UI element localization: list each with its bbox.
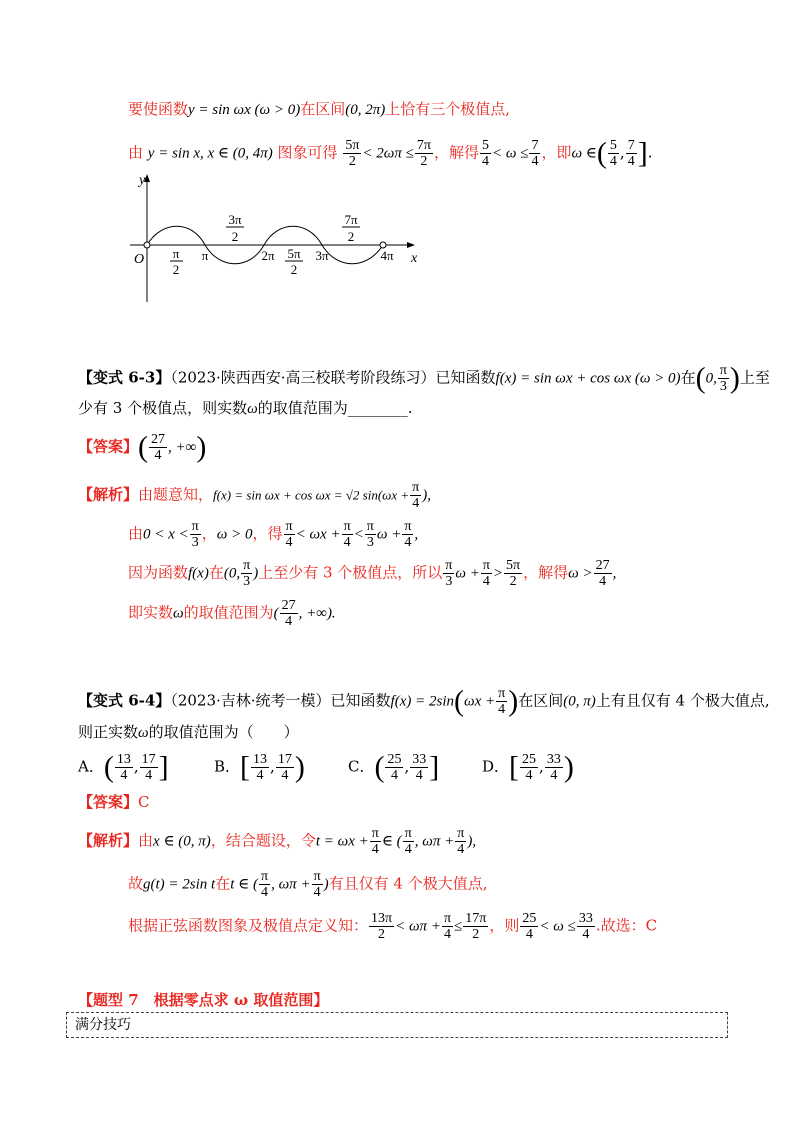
text: 上恰有三个极值点, xyxy=(385,100,511,118)
num: π xyxy=(313,869,321,884)
v63-question-line-2 xyxy=(78,398,412,419)
math: ω xyxy=(173,605,184,622)
num: 17π xyxy=(465,911,487,926)
den: 4 xyxy=(457,842,465,857)
text: ，解得 xyxy=(433,143,479,162)
v63-analysis-line-4 xyxy=(128,598,336,629)
fraction xyxy=(529,138,540,169)
math: y = sin x, x ∈ (0, 4π) xyxy=(147,145,273,162)
bracket: [ xyxy=(509,750,520,784)
num: 5π xyxy=(345,138,360,153)
text: 在区间 xyxy=(300,100,346,118)
text: 上至少有 3 个极值点，所以 xyxy=(258,563,443,582)
bracket: ] xyxy=(429,750,440,784)
v64-answer xyxy=(78,792,150,812)
math: ω xyxy=(138,725,149,741)
num: π xyxy=(404,519,412,534)
den: 4 xyxy=(498,702,506,717)
text: .故选：C xyxy=(595,916,658,935)
text: 上有且仅有 4 个极大值点, xyxy=(595,691,770,710)
text: 故 xyxy=(128,874,144,893)
math: < 2ωπ ≤ xyxy=(362,145,414,162)
num: π xyxy=(457,826,465,841)
v63-analysis-line-2 xyxy=(128,519,418,550)
text: ，得 xyxy=(252,524,283,543)
math: f(x) = sin ωx + cos ωx (ω > 0) xyxy=(495,370,681,387)
den: 4 xyxy=(390,768,398,783)
tick-label: π xyxy=(172,246,180,261)
num: 17 xyxy=(141,752,156,767)
math: f(x) = 2sin xyxy=(390,693,454,710)
tick-label: 3π xyxy=(228,212,242,227)
tip-box-label: 满分技巧 xyxy=(75,1017,131,1033)
num: 17 xyxy=(277,752,292,767)
math: > xyxy=(492,565,504,582)
math: , xyxy=(612,565,617,582)
den: 2 xyxy=(420,154,428,169)
math: ( xyxy=(273,605,279,622)
bracket: ) xyxy=(294,750,305,784)
tick-label: 7π xyxy=(344,212,358,227)
den: 4 xyxy=(256,768,264,783)
num: 25 xyxy=(387,752,402,767)
math: ω ∈ xyxy=(571,145,597,162)
option-d[interactable]: D．[ $\frac{25}{4}$ , $\frac{33}{4}$ ) xyxy=(482,750,574,784)
num: 5 xyxy=(609,138,617,153)
den: 4 xyxy=(482,574,490,589)
math: 0, xyxy=(705,370,717,387)
math: ω + xyxy=(376,526,402,543)
den: 2 xyxy=(348,154,356,169)
x-axis-arrow xyxy=(407,242,415,248)
math: , ωπ + xyxy=(271,876,311,893)
math: f(x) xyxy=(188,565,209,582)
text: 则正实数 xyxy=(78,723,139,741)
y-label: y xyxy=(139,173,146,188)
text: 由 xyxy=(128,143,144,162)
variant-tag: 【变式 6-3】 xyxy=(78,368,171,387)
den: 2 xyxy=(378,927,386,942)
den: 4 xyxy=(154,448,162,463)
text: ， xyxy=(201,524,217,543)
bracket: ( xyxy=(103,750,114,784)
den: 4 xyxy=(285,535,293,550)
math: f(x) = sin ωx + cos ωx = √2 sin(ωx + xyxy=(213,487,410,503)
option-b[interactable]: B．[ $\frac{13}{4}$ , $\frac{17}{4}$ ) xyxy=(214,750,305,784)
num: π xyxy=(498,686,506,701)
num: π xyxy=(719,363,727,378)
math: < ωπ + xyxy=(395,918,441,935)
math: < ω ≤ xyxy=(539,918,576,935)
text: （2023·吉林·统考一模）已知函数 xyxy=(170,691,391,710)
tick-label: 3π xyxy=(315,248,329,263)
option-c[interactable]: C．( $\frac{25}{4}$ , $\frac{33}{4}$ ] xyxy=(348,750,440,784)
den: 4 xyxy=(525,768,533,783)
text: 在区间 xyxy=(518,691,564,710)
den: 3 xyxy=(191,535,199,550)
num: 13 xyxy=(253,752,268,767)
text: ，结合题设，令 xyxy=(210,831,316,850)
math: ω + xyxy=(455,565,480,582)
tick-label: 4π xyxy=(380,248,394,263)
den: 4 xyxy=(285,614,293,629)
den: 4 xyxy=(415,768,423,783)
num: π xyxy=(243,558,251,573)
den: 3 xyxy=(366,535,374,550)
math: ω > 0 xyxy=(216,526,253,543)
den: 4 xyxy=(599,574,607,589)
math: g(t) = 2sin t xyxy=(143,876,216,893)
math: ωx + xyxy=(464,693,496,710)
math: ≤ xyxy=(454,918,463,935)
num: 33 xyxy=(412,752,427,767)
text: 在 xyxy=(215,874,231,893)
num: π xyxy=(191,519,199,534)
v64-analysis-line-2 xyxy=(128,869,488,900)
bracket: [ xyxy=(240,750,251,784)
den: 4 xyxy=(481,154,489,169)
tick-label: 5π xyxy=(287,246,301,261)
num: 5 xyxy=(481,138,489,153)
text: 的取值范围为 xyxy=(183,603,274,622)
text: ，解得 xyxy=(523,563,569,582)
num: π xyxy=(343,519,351,534)
math: (0, 2π) xyxy=(345,102,386,118)
fraction xyxy=(343,138,361,169)
fraction xyxy=(608,138,619,169)
sine-graph xyxy=(125,170,425,305)
text: 由题意知， xyxy=(138,485,214,504)
tick-label: 2 xyxy=(231,229,239,244)
num: π xyxy=(366,519,374,534)
bracket: ] xyxy=(637,136,648,170)
v64-question-line-2 xyxy=(78,722,299,743)
den: 4 xyxy=(609,154,617,169)
math: ), xyxy=(422,487,431,504)
text: 由 xyxy=(138,831,154,850)
bracket: ( xyxy=(374,750,385,784)
num: π xyxy=(443,911,452,926)
math: y = sin ωx (ω > 0) xyxy=(188,102,301,118)
num: 13π xyxy=(371,911,393,926)
text: 有且仅有 4 个极大值点, xyxy=(328,874,488,893)
den: 4 xyxy=(371,842,379,857)
option-label: C． xyxy=(348,757,375,776)
den: 4 xyxy=(550,768,558,783)
math: x ∈ (0, π) xyxy=(153,833,211,850)
math: , ωπ + xyxy=(414,833,455,850)
math: ω > xyxy=(568,565,593,582)
den: 3 xyxy=(243,574,251,589)
bracket: ( xyxy=(596,136,607,170)
math: , xyxy=(414,526,419,543)
intro-line-1 xyxy=(128,99,510,120)
tick-label: 2 xyxy=(172,262,180,277)
v64-analysis-line-3 xyxy=(128,911,657,942)
math: , +∞). xyxy=(298,605,336,622)
text: 根据正弦函数图象及极值点定义知： xyxy=(128,916,369,935)
text: ，则 xyxy=(489,916,520,935)
text: ，即 xyxy=(541,143,572,162)
bracket: ] xyxy=(158,750,169,784)
num: 27 xyxy=(595,558,610,573)
math: ) xyxy=(323,876,329,893)
option-label: A． xyxy=(78,757,104,776)
den: 4 xyxy=(343,535,351,550)
option-label: D． xyxy=(482,757,510,776)
math: < ω ≤ xyxy=(491,145,529,162)
math: , +∞ xyxy=(168,439,197,456)
option-label: B． xyxy=(214,757,241,776)
num: 33 xyxy=(546,752,561,767)
fraction xyxy=(626,138,637,169)
math: ∈ ( xyxy=(381,833,402,850)
math: < xyxy=(353,526,364,543)
den: 4 xyxy=(313,885,321,900)
den: 4 xyxy=(145,768,153,783)
answer-value: C xyxy=(138,793,150,811)
den: 4 xyxy=(261,885,269,900)
math: ), xyxy=(467,833,477,850)
math: (0, xyxy=(223,565,241,582)
text: 即实数 xyxy=(128,603,174,622)
math: t = ωx + xyxy=(315,833,369,850)
text: （2023·陕西西安·高三校联考阶段练习）已知函数 xyxy=(170,368,496,387)
math: (0, π) xyxy=(563,693,596,710)
num: π xyxy=(371,826,379,841)
v63-analysis-line-3: 因为函数f(x)在(0, $\frac{\pi}{3}$ )上至少有 3 个极值点，所以 $\frac{\pi}{3}$ ω + $\frac{\pi}{4}$ > $\frac{5\pi}{2}$ ，解得ω > $\frac{27}{4}$ , xyxy=(128,558,617,589)
tick-label: 2π xyxy=(261,248,275,263)
tip-box xyxy=(66,1012,728,1038)
num: 7 xyxy=(531,138,539,153)
num: 27 xyxy=(281,598,296,613)
den: 4 xyxy=(120,768,128,783)
text: 的取值范围为（ ） xyxy=(148,723,299,741)
num: π xyxy=(412,480,420,495)
den: 2 xyxy=(509,574,517,589)
den: 4 xyxy=(525,927,533,942)
num: π xyxy=(285,519,293,534)
den: 4 xyxy=(582,927,590,942)
num: 13 xyxy=(116,752,131,767)
math: t ∈ ( xyxy=(230,876,259,893)
num: 5π xyxy=(506,558,521,573)
text: 少有 3 个极值点，则实数 xyxy=(78,399,248,417)
origin-label: O xyxy=(134,252,145,267)
text: 由 xyxy=(128,524,144,543)
num: 25 xyxy=(522,752,537,767)
section-title: 【题型 7 根据零点求 ω 取值范围】 xyxy=(78,991,329,1009)
math: ω xyxy=(247,401,258,417)
v63-analysis-line-1 xyxy=(78,480,431,511)
fraction xyxy=(415,138,433,169)
den: 4 xyxy=(412,496,420,511)
x-label: x xyxy=(411,251,418,266)
answer-tag: 【答案】 xyxy=(78,793,139,811)
v63-question-line-1: 【变式 6-3】（2023·陕西西安·高三校联考阶段练习）已知函数f(x) = sin ωx + cos ωx (ω > 0)在(0, $\frac{\pi}{3}$ )上至 xyxy=(78,361,770,395)
v64-analysis-line-1 xyxy=(78,826,476,857)
tick-label: 2 xyxy=(290,262,298,277)
den: 4 xyxy=(627,154,635,169)
math: 0 < x < xyxy=(143,526,189,543)
text: 在 xyxy=(208,563,224,582)
text: 的取值范围为________. xyxy=(257,399,413,417)
fraction xyxy=(480,138,491,169)
math: < ωx + xyxy=(295,526,341,543)
num: 25 xyxy=(522,911,537,926)
intro-line-2: 由 y = sin x, x ∈ (0, 4π) 图象可得 $\frac{5\pi}{2}$ < 2ωπ ≤ $\frac{7\pi}{2}$ ，解得 $\frac{5}{4}$ < ω ≤ $\frac{7}{4}$ ，即ω ∈( $\frac{5}{4}$ , $\frac{7}{4}$ ]. xyxy=(128,136,653,170)
text: 因为函数 xyxy=(128,563,189,582)
text: 上至 xyxy=(739,368,770,387)
text: 要使函数 xyxy=(128,100,189,118)
den: 4 xyxy=(404,535,412,550)
tick-label: π xyxy=(201,248,209,263)
text: 图象可得 xyxy=(277,143,338,162)
v64-options xyxy=(78,752,638,786)
num: 7π xyxy=(416,138,431,153)
analysis-tag: 【解析】 xyxy=(78,831,139,850)
num: π xyxy=(482,558,490,573)
den: 2 xyxy=(472,927,480,942)
num: π xyxy=(261,869,269,884)
answer-tag: 【答案】 xyxy=(78,437,139,456)
num: 33 xyxy=(578,911,593,926)
text: 在 xyxy=(680,368,696,387)
analysis-tag: 【解析】 xyxy=(78,485,139,504)
option-a[interactable]: A．( $\frac{13}{4}$ , $\frac{17}{4}$ ] xyxy=(78,750,169,784)
den: 3 xyxy=(719,379,727,394)
num: 27 xyxy=(151,432,166,447)
den: 4 xyxy=(404,842,412,857)
bracket: ) xyxy=(563,750,574,784)
v64-question-line-1: 【变式 6-4】（2023·吉林·统考一模）已知函数f(x) = 2sin(ωx + $\frac{\pi}{4}$ )在区间(0, π)上有且仅有 4 个极大值点, xyxy=(78,684,770,718)
den: 4 xyxy=(443,927,451,942)
tick-label: 2 xyxy=(347,229,355,244)
variant-tag: 【变式 6-4】 xyxy=(78,691,171,710)
num: π xyxy=(404,826,412,841)
v63-answer: 【答案】( $\frac{27}{4}$ , +∞) xyxy=(78,430,207,464)
den: 4 xyxy=(281,768,289,783)
den: 3 xyxy=(445,574,453,589)
den: 4 xyxy=(531,154,539,169)
open-point xyxy=(144,242,150,248)
num: 7 xyxy=(627,138,635,153)
num: π xyxy=(445,558,453,573)
